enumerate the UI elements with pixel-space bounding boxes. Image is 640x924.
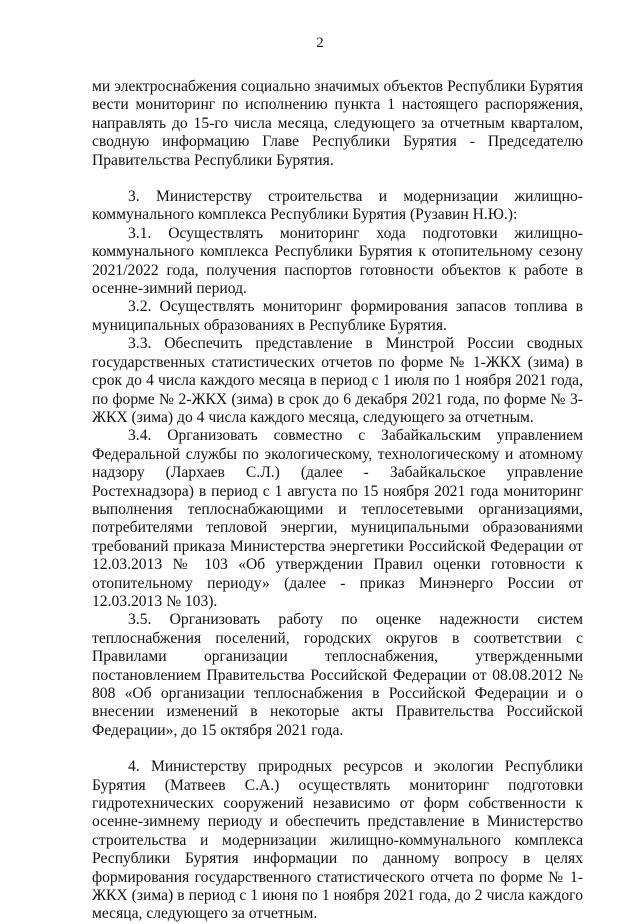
- page-number: 2: [316, 35, 324, 51]
- paragraph-continuation: ми электроснабжения социально значимых объектов Республики Бурятия вести мониторинг по исполнению пункта 1 настоящего распоряжения, направлять до 15-го числа месяца, следующего за отчетным кварталом, сводную информацию Главе Республики Бурятия - Председателю Правительства Республики Бурятия.: [92, 78, 583, 169]
- paragraph-item-3-4: 3.4. Организовать совместно с Забайкальским управлением Федеральной службы по экологическому, технологическому и атомному надзору (Лархаев С.Л.) (далее - Забайкальское управление Ростехнадзора) в период с 1 августа по 15 ноября 2021 года мониторинг выполнения теплоснабжающими и теплосетевыми организациями, потребителями тепловой энергии, муниципальными образованиями требований приказа Министерства энергетики Российской Федерации от 12.03.2013 № 103 «Об утверждении Правил оценки готовности к отопительному периоду» (далее - приказ Минэнерго России от 12.03.2013 № 103).: [92, 427, 583, 610]
- paragraph-item-3-2: 3.2. Осуществлять мониторинг формирования запасов топлива в муниципальных образованиях в Республике Бурятия.: [92, 298, 583, 334]
- paragraph-item-4: 4. Министерству природных ресурсов и экологии Республики Бурятия (Матвеев С.А.) осуществлять мониторинг подготовки гидротехнических сооружений независимо от форм собственности к осенне-зимнему периоду и обеспечить представление в Министерство строительства и модернизации жилищно-коммунального комплекса Республики Бурятия информации по данному вопросу в целях формирования государственного статистического отчета по форме № 1-ЖКХ (зима) в период с 1 июня по 1 ноября 2021 года, до 2 числа каждого месяца, следующего за отчетным.: [92, 758, 583, 923]
- paragraph-gap: [92, 170, 583, 188]
- document-body: [92, 78, 583, 924]
- paragraph-item-3-5: 3.5. Организовать работу по оценке надежности систем теплоснабжения поселений, городских округов в соответствии с Правилами организации теплоснабжения, утвержденными постановлением Правительства Российской Федерации от 08.08.2012 № 808 «Об организации теплоснабжения в Российской Федерации и о внесении изменений в некоторые акты Правительства Российской Федерации», до 15 октября 2021 года.: [92, 611, 583, 739]
- paragraph-item-3-3: 3.3. Обеспечить представление в Минстрой России сводных государственных статистических отчетов по форме № 1-ЖКХ (зима) в срок до 4 числа каждого месяца в период с 1 июля по 1 ноября 2021 года, по форме № 2-ЖКХ (зима) в срок до 6 декабря 2021 года, по форме № 3-ЖКХ (зима) до 4 числа каждого месяца, следующего за отчетным.: [92, 335, 583, 426]
- paragraph-item-3: 3. Министерству строительства и модернизации жилищно-коммунального комплекса Республики Бурятия (Рузавин Н.Ю.):: [92, 188, 583, 224]
- paragraph-item-3-1: 3.1. Осуществлять мониторинг хода подготовки жилищно-коммунального комплекса Республики Бурятия к отопительному сезону 2021/2022 года, получения паспортов готовности объектов к работе в осенне-зимний период.: [92, 224, 583, 298]
- paragraph-gap: [92, 740, 583, 758]
